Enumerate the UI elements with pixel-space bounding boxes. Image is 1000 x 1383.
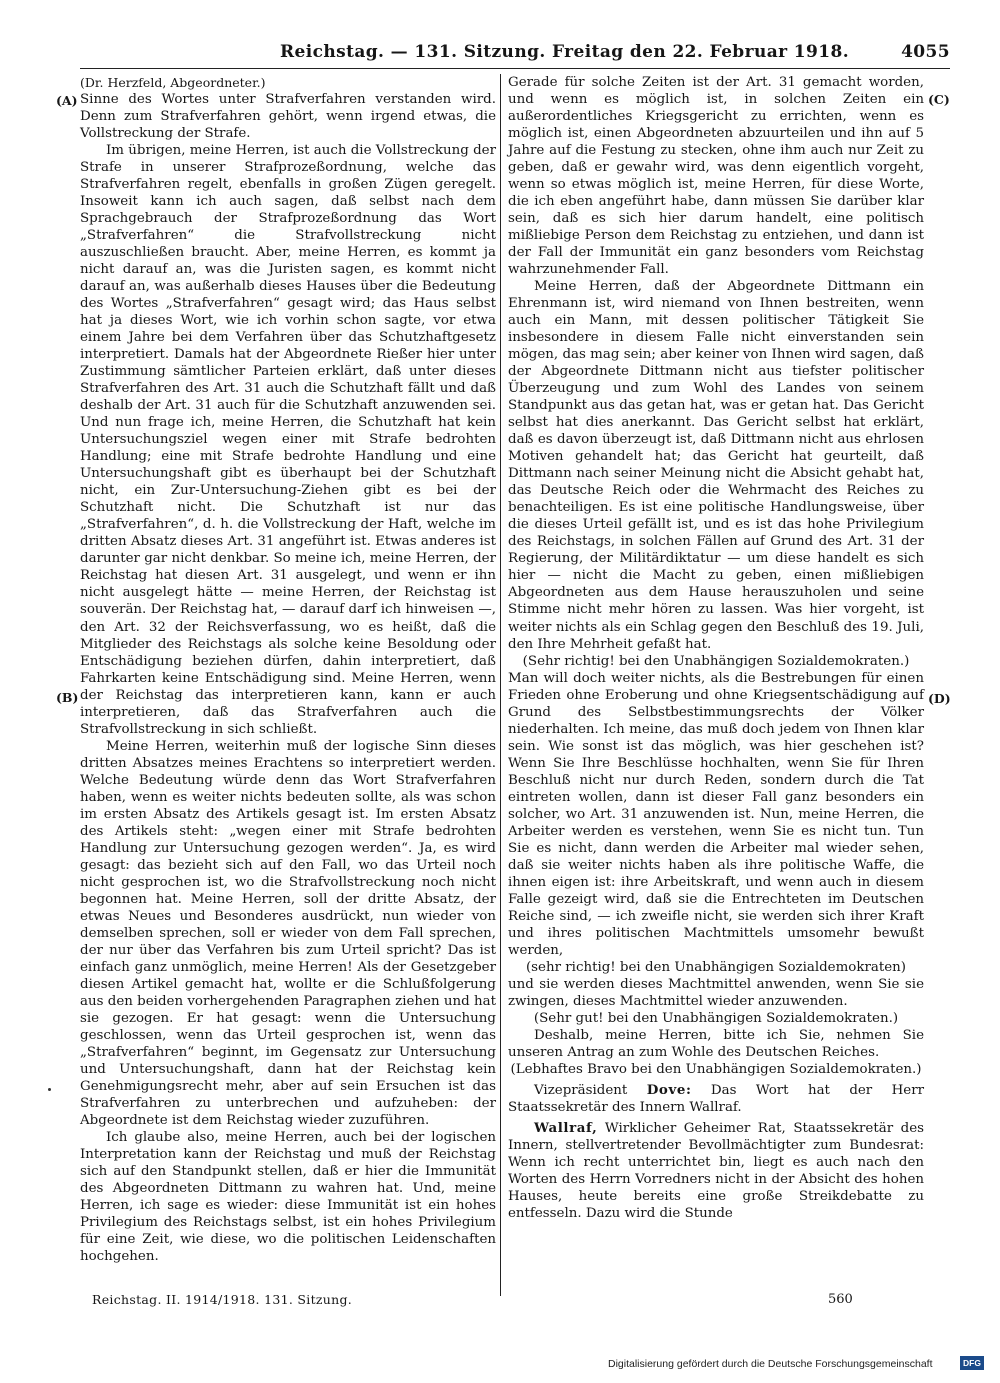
margin-marker-b: (B) — [56, 690, 79, 705]
speaker-name: Wallraf, — [534, 1119, 598, 1136]
page-header — [80, 38, 950, 69]
speaker-continuation-header: (Dr. Herzfeld, Abgeordneter.) — [80, 75, 266, 90]
page-number: 4055 — [901, 42, 950, 62]
interjection: (Lebhaftes Bravo bei den Unabhängigen Sozialdemokraten.) — [510, 1061, 922, 1077]
right-column — [508, 74, 924, 1222]
margin-marker-a: (A) — [56, 93, 78, 108]
footer-signature: Reichstag. II. 1914/1918. 131. Sitzung. — [92, 1292, 353, 1307]
paragraph: Ich glaube also, meine Herren, auch bei der logischen Interpretation kann der Reichstag und muß der Reichstag sich auf den Standpunkt stellen, daß er hier die Immunität des Abgeordneten Dittmann zu wahren hat. Und, meine Herren, ich sage es wieder: diese Immunität ist ein hohes Privilegium des Reichstags selbst, ist ein hohes Privilegium für eine Zeit, wie diese, wo die politischen Leidenschaften hochgehen. — [80, 1129, 496, 1265]
footer-sheet-number: 560 — [828, 1292, 853, 1307]
speaker-name: Dove: — [646, 1081, 692, 1098]
dfg-logo: DFG — [960, 1356, 984, 1370]
margin-marker-d: (D) — [928, 691, 951, 706]
left-column — [80, 74, 496, 1265]
paragraph: Gerade für solche Zeiten ist der Art. 31 gemacht worden, und wenn es möglich ist, in solchen Zeiten ein außerordentliches Kriegsgericht zu errichten, wenn es möglich ist, einen Abgeordneten abzuurteilen und ihn auf 5 Jahre auf die Festung zu stecken, ohne ihm auch nur Zeit zu geben, daß er gewahr wird, was denn eigentlich vorgeht, wenn so etwas möglich ist, meine Herren, für diese Worte, die ich eben angeführt habe, dann müssen Sie darüber klar sein, daß es sich hier darum handelt, eine politisch mißliebige Person dem Reichstag zu entziehen, und dann ist der Fall der Immunität ein ganz besonders vom Reichstag wahrzunehmender Fall. — [508, 75, 924, 278]
header-title: Reichstag. — 131. Sitzung. Freitag den 22. Februar 1918. — [280, 42, 850, 62]
digitization-credit: Digitalisierung gefördert durch die Deutsche Forschungsgemeinschaft — [608, 1358, 933, 1370]
paragraph: Meine Herren, daß der Abgeordnete Dittmann ein Ehrenmann ist, wird niemand von Ihnen bestreiten, wenn auch ein Mann, mit dessen politischer Tätigkeit Sie insbesondere in diesem Falle nicht einverstanden sein mögen, das mag sein; aber keiner von Ihnen wird sagen, daß der Abgeordnete Dittmann nicht aus tiefster politischer Überzeugung und zum Wohl des Landes von seinem Standpunkt aus das getan hat, was er getan hat. Das Gericht selbst hat dies anerkannt. Das Gericht selbst hat erklärt, daß es davon überzeugt ist, daß Dittmann nicht aus ehrlosen Motiven gehandelt hat; das Gericht hat geurteilt, daß Dittmann nach seiner Meinung nicht die Absicht gehabt hat, das Deutsche Reich oder die Wehrmacht des Reiches zu benachteiligen. Es ist eine politische Handlungsweise, über die dieses Urteil gefällt ist, und es ist das hohe Privilegium des Reichstags, in solchen Fällen auf Grund des Art. 31 der Regierung, der Militärdiktatur — um diese handelt es sich hier — nicht die Macht zu geben, einen mißliebigen Abgeordneten aus dem Hause herauszuholen und seine Stimme nicht mehr hören zu lassen. Was hier vorgeht, ist weiter nichts als ein Schlag gegen den Beschluß des 19. Juli, den Ihre Mehrheit gefaßt hat. — [508, 279, 924, 652]
interjection: (sehr richtig! bei den Unabhängigen Sozialdemokraten) — [525, 959, 907, 975]
paragraph: Sinne des Wortes unter Strafverfahren verstanden wird. Denn zum Strafverfahren gehört, wenn irgend etwas, die Vollstreckung der Strafe. — [80, 92, 496, 142]
paragraph: und sie werden dieses Machtmittel anwenden, wenn Sie sie zwingen, dieses Machtmittel wieder anzuwenden. — [508, 976, 924, 1009]
paragraph: Meine Herren, weiterhin muß der logische Sinn dieses dritten Absatzes meines Erachtens so interpretiert werden. Welche Bedeutung würde denn das Wort Strafverfahren haben, wenn es weiter nichts bedeuten sollte, als was schon im ersten Absatz des Artikels gesagt ist. Im ersten Absatz des Artikels steht: „wegen einer mit Strafe bedrohten Handlung zur Untersuchung gezogen werden“. Ja, es wird gesagt: das bezieht sich auf den Fall, wo das Urteil noch nicht gesprochen ist, wo die Strafvollstreckung noch nicht begonnen hat. Meine Herren, soll der dritte Absatz, der etwas Neues und Besonderes ausdrückt, nun wieder von demselben sprechen, soll er wieder von dem Fall sprechen, der nur über das Verfahren bis zum Urteil spricht? Das ist einfach ganz unmöglich, meine Herren! Als der Gesetzgeber diesen Artikel gemacht hat, wollte er die Schlußfolgerung aus den beiden vorhergehenden Paragraphen ziehen und hat sie gezogen. Er hat gesagt: wenn die Untersuchung geschlossen, wenn das Urteil gesprochen ist, wenn das „Strafverfahren“ beginnt, im Gegensatz zur Untersuchung und Untersuchungshaft, dann hat der Reichstag kein Genehmigungsrecht mehr, aber auf sein Ersuchen ist das Strafverfahren zu unterbrechen und aufzuheben: der Abgeordnete ist dem Reichstag wieder zuzuführen. — [80, 738, 496, 1128]
vice-president-statement — [508, 1082, 924, 1116]
paragraph: Deshalb, meine Herren, bitte ich Sie, nehmen Sie unseren Antrag an zum Wohle des Deutschen Reiches. — [508, 1027, 924, 1060]
print-speck — [48, 1088, 51, 1091]
column-divider — [500, 74, 501, 1296]
statement-text: Wirklicher Geheimer Rat, Staatssekretär des Innern, stellvertretender Bevollmächtigter zum Bundesrat: Wenn ich recht unterrichtet bin, liegt es auch nach den Worten des Herrn Vorredners nicht in der Absicht des hohen Hauses, heute bereits eine große Streikdebatte zu entfesseln. Dazu wird die Stunde — [508, 1120, 924, 1222]
interjection: (Sehr richtig! bei den Unabhängigen Sozialdemokraten.) — [522, 653, 910, 669]
interjection: (Sehr gut! bei den Unabhängigen Sozialdemokraten.) — [533, 1010, 899, 1026]
statement-text: Das Wort hat der Herr Staatssekretär des Innern Wallraf. — [508, 1082, 924, 1115]
secretary-statement — [508, 1120, 924, 1222]
paragraph: Man will doch weiter nichts, als die Bestrebungen für einen Frieden ohne Eroberung und ohne Kriegsentschädigung auf Grund des Selbstbestimmungsrechts der Völker niederhalten. Ich meine, das muß doch jedem von Ihnen klar sein. Wie sonst ist das möglich, was hier geschehen ist? Wenn Sie Ihre Beschlüsse hochhalten, wenn Sie für Ihren Beschluß nicht nur durch Reden, sondern durch die Tat eintreten wollen, dann ist dieser Fall ganz besonders ein solcher, wo Art. 31 anzuwenden ist. Nun, meine Herren, die Arbeiter werden es verstehen, wenn Sie es nicht tun. Tun Sie es nicht, dann werden die Arbeiter mal wieder sehen, daß sie weiter nichts haben als ihre politische Waffe, die ihnen eigen ist: ihre Arbeitskraft, und wenn auch in diesem Falle gezeigt wird, daß sie die Entrechteten im Deutschen Reiche sind, — ich zweifle nicht, sie werden sich ihrer Kraft und ihres politischen Machtmittels umsomehr bewußt werden, — [508, 670, 924, 958]
speaker-role: Vizepräsident — [534, 1082, 628, 1098]
paragraph: Im übrigen, meine Herren, ist auch die Vollstreckung der Strafe in unserer Strafprozeßordnung, welche das Strafverfahren regelt, ebenfalls in großen Zügen geregelt. Insoweit kann ich auch sagen, daß selbst nach dem Sprachgebrauch der Strafprozeßordnung das Wort „Strafverfahren“ die Strafvollstreckung nicht auszuschließen braucht. Aber, meine Herren, es kommt ja nicht darauf an, was die Juristen sagen, es kommt nicht darauf an, was außerhalb dieses Hauses über die Bedeutung des Wortes „Strafverfahren“ gesagt wird; das Haus selbst hat ja dieses Wort, wie ich vorhin schon sagte, vor etwa einem Jahre bei dem Verfahren über das Schutzhaftgesetz interpretiert. Damals hat der Abgeordnete Rießer hier unter Zustimmung sämtlicher Parteien erklärt, daß unter dieses Strafverfahren des Art. 31 auch die Schutzhaft fällt und daß deshalb der Art. 31 auch für die Schutzhaft anzuwenden sei. Und nun frage ich, meine Herren, die Schutzhaft hat kein Untersuchungsziel wegen einer mit Strafe bedrohten Handlung; eine mit Strafe bedrohte Handlung und eine Untersuchungshaft gibt es überhaupt bei der Schutzhaft nicht, ein Zur-Untersuchung-Ziehen gibt es bei der Schutzhaft nicht. Die Schutzhaft ist nur das „Strafverfahren“, d. h. die Vollstreckung der Haft, welche im dritten Absatz dieses Art. 31 angeführt ist. Etwas anderes ist darunter gar nicht denkbar. So meine ich, meine Herren, der Reichstag hat diesen Art. 31 ausgelegt, und wenn er ihn nicht ausgelegt hätte — meine Herren, der Reichstag ist souverän. Der Reichstag hat, — darauf darf ich hinweisen —, den Art. 32 der Reichsverfassung, wo es heißt, daß die Mitglieder des Reichstags als solche keine Besoldung oder Entschädigung beziehen dürfen, dahin interpretiert, daß Fahrkarten keine Entschädigung sind. Meine Herren, wenn der Reichstag das interpretieren kann, kann er auch interpretieren, daß das Strafverfahren auch die Strafvollstreckung in sich schließt. — [80, 143, 496, 737]
margin-marker-c: (C) — [928, 92, 950, 107]
